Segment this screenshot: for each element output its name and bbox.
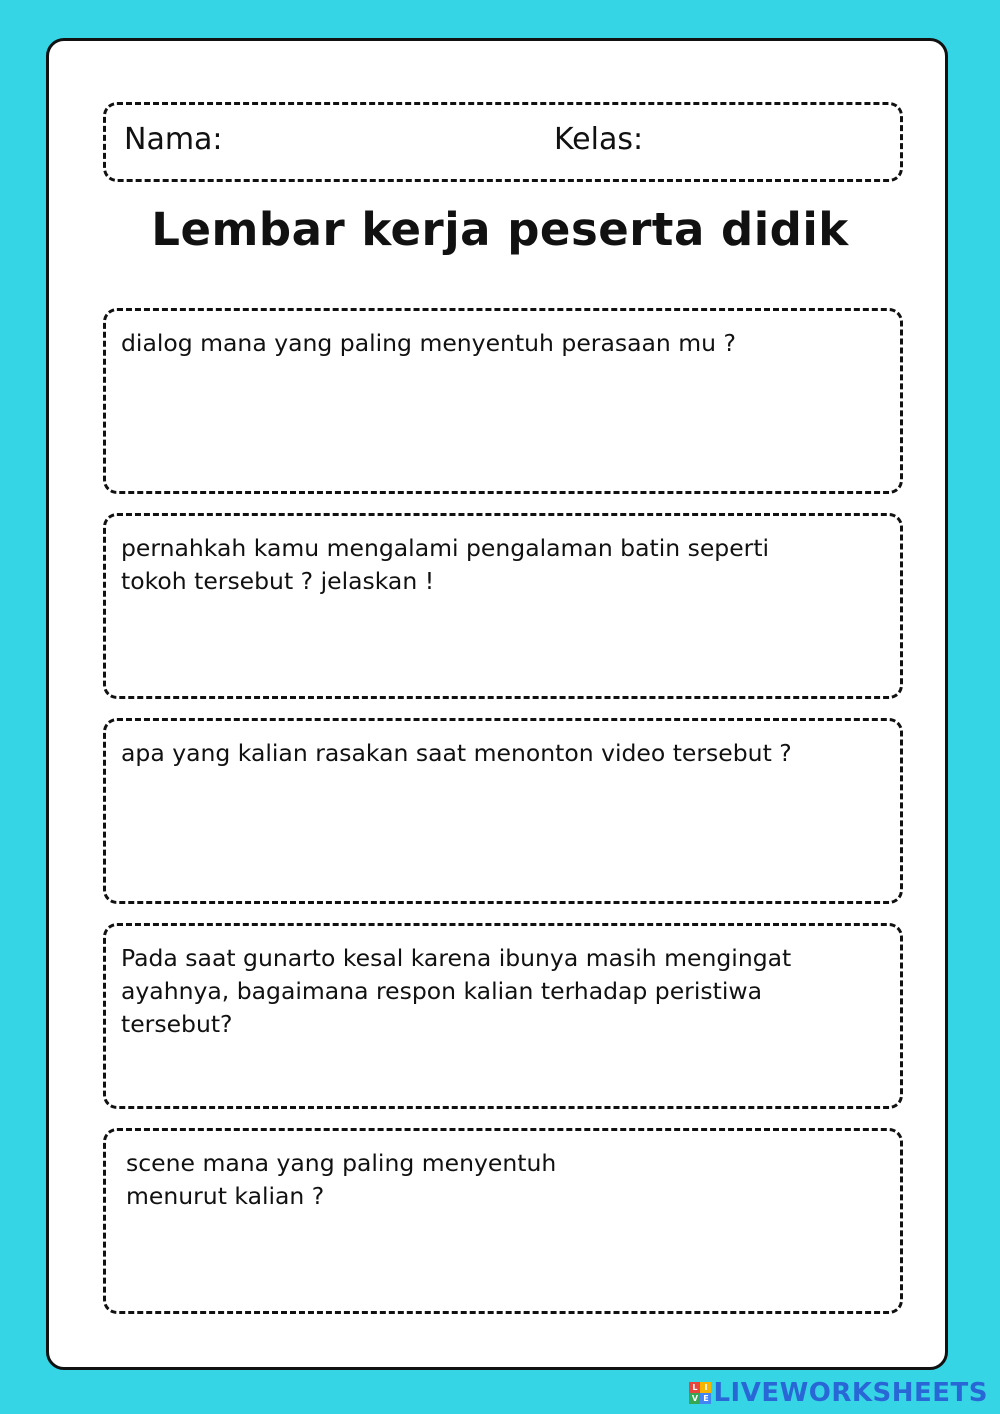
liveworksheets-brand[interactable] xyxy=(689,1380,988,1406)
brand-text: LIVEWORKSHEETS xyxy=(713,1378,988,1408)
question-box-4[interactable] xyxy=(103,923,903,1109)
logo-letter-v: V xyxy=(689,1393,700,1404)
logo-letter-e: E xyxy=(700,1393,711,1404)
liveworksheets-logo-icon xyxy=(689,1382,711,1404)
name-label: Nama: xyxy=(124,122,223,157)
worksheet-title: Lembar kerja peserta didik xyxy=(151,203,849,256)
question-text-2: pernahkah kamu mengalami pengalaman batin seperti tokoh tersebut ? jelaskan ! xyxy=(121,534,770,595)
question-box-2[interactable] xyxy=(103,513,903,699)
logo-letter-l: L xyxy=(689,1382,700,1393)
question-text-4: Pada saat gunarto kesal karena ibunya masih mengingat ayahnya, bagaimana respon kalian terhadap peristiwa tersebut? xyxy=(121,944,792,1038)
class-label: Kelas: xyxy=(554,122,644,157)
question-box-3[interactable] xyxy=(103,718,903,904)
worksheet-page xyxy=(46,38,948,1370)
question-text-3: apa yang kalian rasakan saat menonton video tersebut ? xyxy=(121,739,792,767)
logo-letter-i: I xyxy=(700,1382,711,1393)
question-text-5: scene mana yang paling menyentuh menurut kalian ? xyxy=(126,1149,557,1210)
question-box-1[interactable] xyxy=(103,308,903,494)
student-info-box xyxy=(103,102,903,182)
question-text-1: dialog mana yang paling menyentuh perasaan mu ? xyxy=(121,329,736,357)
question-box-5[interactable] xyxy=(103,1128,903,1314)
